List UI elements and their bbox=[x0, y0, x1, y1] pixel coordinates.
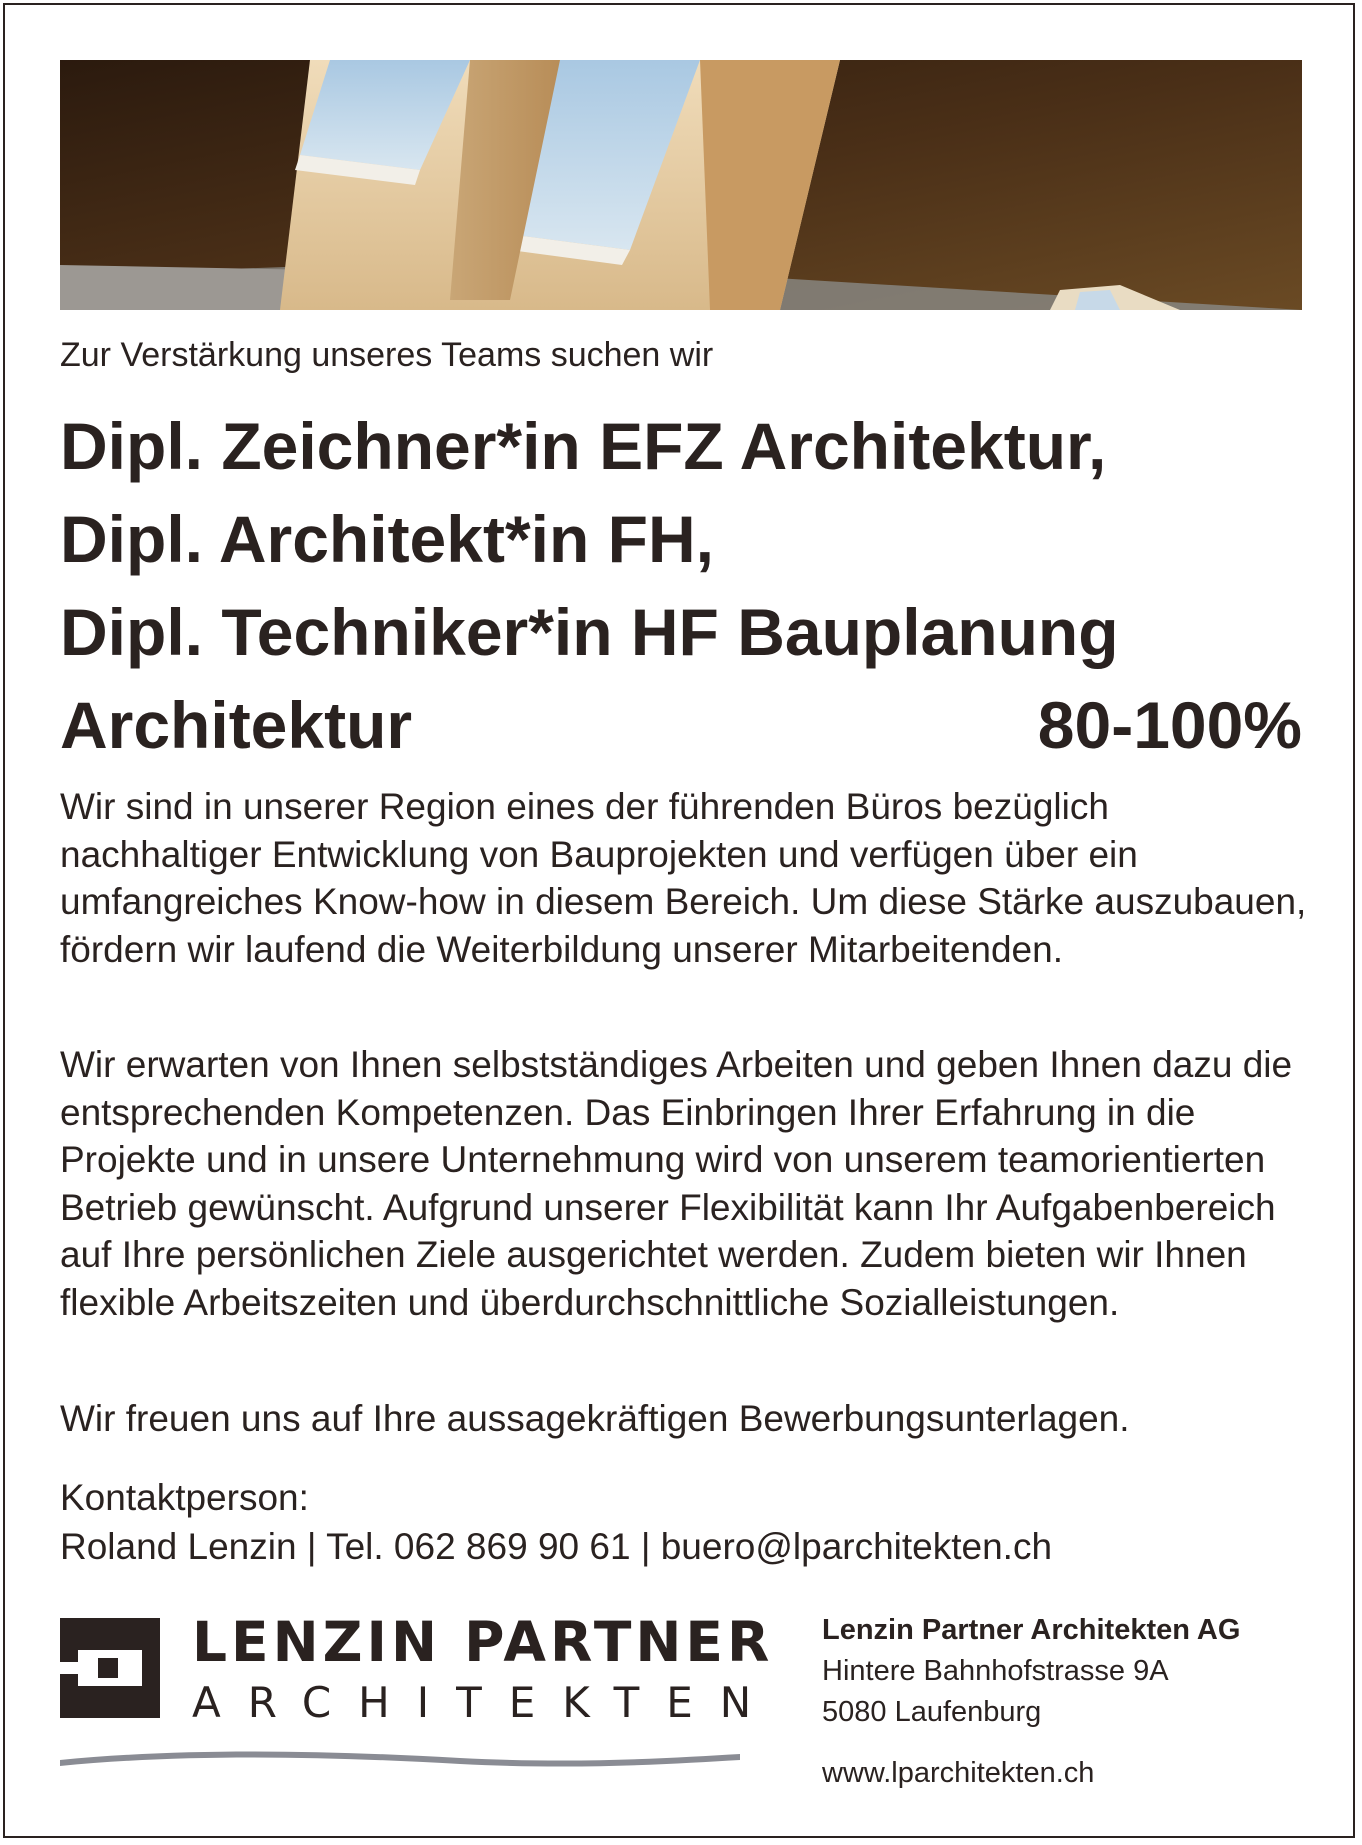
company-description: Wir sind in unserer Region eines der führenden Büros bezüglich nachhaltiger Entwicklung von Bauprojekten und verfügen über ein umfangreiches Know-how in diesem Bereich. Um diese Stärke auszubauen, fördern wir laufend die Weiterbildung unserer Mitarbeitenden. bbox=[60, 786, 1307, 970]
contact-line[interactable]: Roland Lenzin | Tel. 062 869 90 61 | buero@lparchitekten.ch bbox=[60, 1526, 1053, 1567]
job-title-line-1: Dipl. Zeichner*in EFZ Architektur, bbox=[60, 409, 1107, 483]
city-address: 5080 Laufenburg bbox=[822, 1696, 1042, 1728]
expectations-paragraph: Wir erwarten von Ihnen selbstständiges Arbeiten und geben Ihnen dazu die entsprechenden Kompetenzen. Das Einbringen Ihrer Erfahrung in die Projekte und in unsere Unternehmung wird von unserem teamorientierten Betrieb gewünscht. Aufgrund unserer Flexibilität kann Ihr Aufgabenbereich auf Ihre persönlichen Ziele ausgerichtet werden. Zudem bieten wir Ihnen flexible Arbeitszeiten und überdurchschnittliche Sozialleistungen. bbox=[60, 1044, 1293, 1323]
logo-wave-icon bbox=[60, 1744, 740, 1774]
street-address: Hintere Bahnhofstrasse 9A bbox=[822, 1655, 1169, 1687]
contact-label: Kontaktperson: bbox=[60, 1477, 309, 1518]
intro-text: Zur Verstärkung unseres Teams suchen wir bbox=[60, 336, 714, 374]
job-title bbox=[60, 400, 1302, 772]
logo-name: LENZIN PARTNER bbox=[192, 1610, 774, 1674]
skylight-image bbox=[60, 60, 1302, 310]
header-photo-skylights bbox=[60, 60, 1302, 310]
logo-subtitle: ARCHITEKTEN bbox=[192, 1678, 779, 1727]
workload-percentage: 80-100% bbox=[1037, 688, 1302, 762]
website-link[interactable]: www.lparchitekten.ch bbox=[822, 1757, 1095, 1789]
job-title-line-2: Dipl. Architekt*in FH, bbox=[60, 502, 714, 576]
closing-paragraph: Wir freuen uns auf Ihre aussagekräftigen Bewerbungsunterlagen. bbox=[60, 1398, 1130, 1439]
job-title-line-4 bbox=[60, 679, 1302, 772]
logo-mark-icon bbox=[60, 1618, 160, 1718]
company-logo bbox=[60, 1610, 779, 1782]
job-title-architektur: Architektur bbox=[60, 688, 413, 762]
company-name: Lenzin Partner Architekten AG bbox=[822, 1614, 1241, 1646]
company-address bbox=[822, 1610, 1240, 1794]
job-title-line-3: Dipl. Techniker*in HF Bauplanung bbox=[60, 595, 1119, 669]
